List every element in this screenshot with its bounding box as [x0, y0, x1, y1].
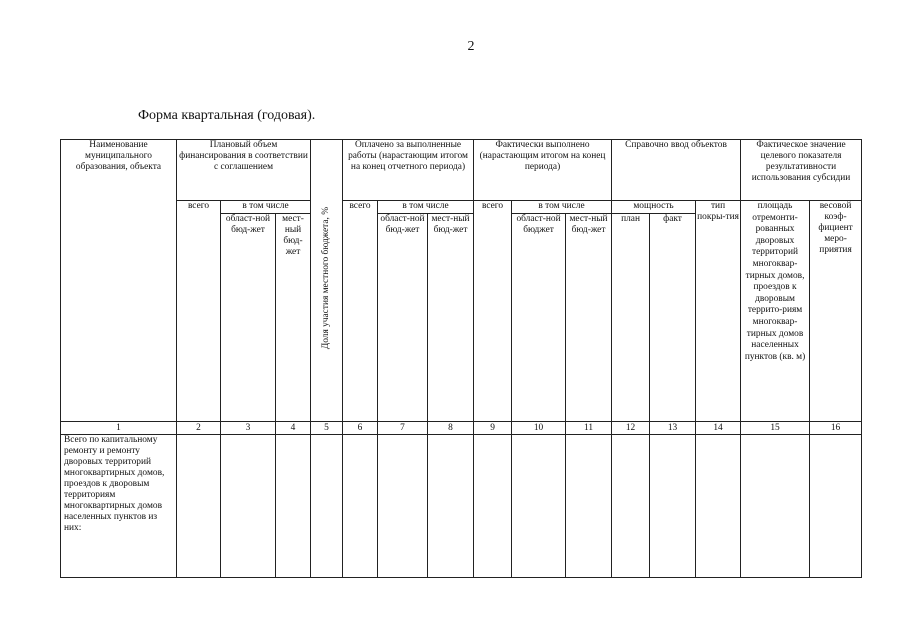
data-cell [512, 435, 566, 578]
header-fact: Фактически выполнено (нарастающим итогом на конец периода) [474, 140, 612, 201]
data-cell [221, 435, 276, 578]
header-local-share [311, 140, 343, 422]
header-name: Наименование муниципального образования, объекта [61, 140, 177, 422]
header-local-fact: мест-ный бюд-жет [566, 214, 612, 422]
header-fact-col: факт [650, 214, 696, 422]
header-local-planned: мест-ный бюд-жет [276, 214, 311, 422]
header-weight-coef: весовой коэф-фициент меро-приятия [810, 201, 862, 422]
header-incl-fact: в том числе [512, 201, 612, 214]
col-num: 3 [221, 422, 276, 435]
header-total-fact: всего [474, 201, 512, 422]
data-cell [650, 435, 696, 578]
data-cell [696, 435, 741, 578]
report-table [60, 139, 862, 578]
header-total-planned: всего [177, 201, 221, 422]
col-num: 16 [810, 422, 862, 435]
header-local-paid: мест-ный бюд-жет [428, 214, 474, 422]
header-regional-planned: област-ной бюд-жет [221, 214, 276, 422]
header-total-paid: всего [343, 201, 378, 422]
header-indicator: Фактическое значение целевого показателя результативности использования субсидии [741, 140, 862, 201]
header-area: площадь отремонти-рованных дворовых территорий многоквар-тирных домов, проездов к дворовым террито-риям многоквар-тирных домов населенных пунктов (кв. м) [741, 201, 810, 422]
col-num: 7 [378, 422, 428, 435]
data-cell [177, 435, 221, 578]
col-num: 11 [566, 422, 612, 435]
data-cell [276, 435, 311, 578]
col-num: 4 [276, 422, 311, 435]
col-num: 2 [177, 422, 221, 435]
col-num: 1 [61, 422, 177, 435]
header-reference: Справочно ввод объектов [612, 140, 741, 201]
col-num: 14 [696, 422, 741, 435]
col-num: 10 [512, 422, 566, 435]
data-cell [378, 435, 428, 578]
col-num: 12 [612, 422, 650, 435]
form-title: Форма квартальная (годовая). [138, 108, 316, 123]
header-regional-fact: област-ной бюджет [512, 214, 566, 422]
header-local-share-text: Доля участия местного бюджета, % [321, 207, 331, 350]
header-plan: план [612, 214, 650, 422]
data-cell [474, 435, 512, 578]
data-cell [612, 435, 650, 578]
header-incl-paid: в том числе [378, 201, 474, 214]
header-incl-planned: в том числе [221, 201, 311, 214]
data-cell [566, 435, 612, 578]
col-num: 6 [343, 422, 378, 435]
col-num: 15 [741, 422, 810, 435]
header-coating-type: тип покры-тия [696, 201, 741, 422]
col-num: 8 [428, 422, 474, 435]
header-regional-paid: област-ной бюд-жет [378, 214, 428, 422]
col-num: 13 [650, 422, 696, 435]
data-cell [311, 435, 343, 578]
page-number: 2 [467, 39, 475, 54]
header-paid: Оплачено за выполненные работы (нарастающим итогом на конец отчетного периода) [343, 140, 474, 201]
col-num: 9 [474, 422, 512, 435]
data-cell [741, 435, 810, 578]
data-cell [428, 435, 474, 578]
header-planned: Плановый объем финансирования в соответствии с соглашением [177, 140, 311, 201]
header-capacity: мощность [612, 201, 696, 214]
data-cell [810, 435, 862, 578]
col-num: 5 [311, 422, 343, 435]
data-cell [343, 435, 378, 578]
row-label: Всего по капитальному ремонту и ремонту дворовых территорий многоквартирных домов, проездов к дворовым территориям многоквартирных домов населенных пунктов из них: [61, 435, 177, 578]
